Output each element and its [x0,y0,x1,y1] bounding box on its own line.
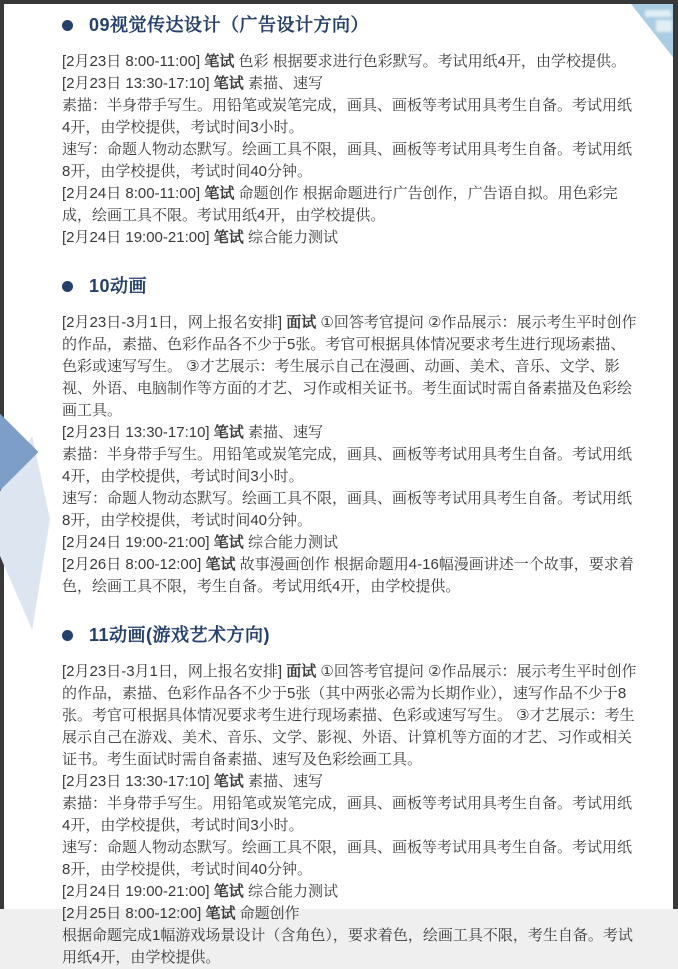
text-run: ①回答考官提问 ②作品展示：展示考生平时创作的作品，素描、色彩作品各不少于5张。考官可根据具体情况要求考生进行现场素描、色彩或速写写生。 ③才艺展示：考生展示自己在漫画、动画、美术、音乐、文学、影视、外语、电脑制作等方面的才艺、习作或相关证书。考生面试时需自备素描及色彩绘画工具。 [62,314,637,419]
exam-type-label: 笔试 [204,185,235,202]
text-run: 命题创作 [235,905,300,922]
section-title: 11动画(游戏艺术方向) [89,625,271,645]
text-run: [2月23日 13:30-17:10] [62,424,214,441]
paragraph [62,661,640,771]
text-run: 素描、速写 [243,75,323,92]
exam-type-label: 笔试 [205,556,236,573]
text-run: [2月23日-3月1日，网上报名安排] [62,663,287,680]
text-run: 综合能力测试 [243,883,338,900]
text-run: 综合能力测试 [243,534,338,551]
text-run: 故事漫画创作 根据命题用4-16幅漫画讲述一个故事，要求着色，绘画工具不限，考生自备。考试用纸4开，由学校提供。 [62,556,634,595]
text-run: [2月24日 19:00-21:00] [62,534,214,551]
bullet-icon [62,20,73,31]
text-run: [2月25日 8:00-12:00] [62,905,206,922]
text-run: 色彩 根据要求进行色彩默写。考试用纸4开，由学校提供。 [234,53,627,70]
paragraph [62,227,640,249]
exam-section-3 [62,624,640,969]
section-title: 09视觉传达设计（广告设计方向） [89,15,370,35]
paragraph [62,837,640,881]
paragraph [62,903,640,925]
exam-type-label: 笔试 [213,424,244,441]
exam-type-label: 笔试 [213,773,244,790]
text-run: 速写：命题人物动态默写。绘画工具不限，画具、画板等考试用具考生自备。考试用纸8开，由学校提供，考试时间40分钟。 [62,839,633,878]
exam-type-label: 面试 [286,663,317,680]
exam-type-label: 笔试 [213,75,244,92]
text-run: 命题创作 根据命题进行广告创作，广告语自拟。用色彩完成，绘画工具不限。考试用纸4开，由学校提供。 [62,185,618,224]
text-run: 素描、速写 [243,424,323,441]
text-run: [2月23日 13:30-17:10] [62,773,214,790]
paragraph [62,771,640,793]
text-run: 素描：半身带手写生。用铅笔或炭笔完成，画具、画板等考试用具考生自备。考试用纸4开，由学校提供，考试时间3小时。 [62,795,633,834]
exam-section-1 [62,14,640,249]
exam-type-label: 笔试 [213,883,244,900]
section-heading [62,14,640,36]
exam-type-label: 笔试 [213,534,244,551]
text-run: 综合能力测试 [243,229,338,246]
bullet-icon [62,281,73,292]
text-run: 速写：命题人物动态默写。绘画工具不限，画具、画板等考试用具考生自备。考试用纸8开，由学校提供，考试时间40分钟。 [62,490,633,529]
content [4,4,673,969]
paragraph [62,554,640,598]
text-run: [2月24日 19:00-21:00] [62,229,214,246]
exam-type-label: 笔试 [204,53,235,70]
exam-type-label: 笔试 [213,229,244,246]
paragraph [62,183,640,227]
paragraph [62,925,640,969]
exam-type-label: 面试 [286,314,317,331]
paragraph [62,532,640,554]
section-heading [62,624,640,646]
paragraph [62,95,640,139]
text-run: [2月24日 19:00-21:00] [62,883,214,900]
text-run: 素描、速写 [243,773,323,790]
text-run: [2月26日 8:00-12:00] [62,556,206,573]
bullet-icon [62,630,73,641]
section-title: 10动画 [89,276,148,296]
exam-type-label: 笔试 [205,905,236,922]
text-run: 素描：半身带手写生。用铅笔或炭笔完成，画具、画板等考试用具考生自备。考试用纸4开，由学校提供，考试时间3小时。 [62,97,633,136]
text-run: ①回答考官提问 ②作品展示：展示考生平时创作的作品，素描、色彩作品各不少于5张（其中两张必需为长期作业），速写作品不少于8张。考官可根据具体情况要求考生进行现场素描、色彩或速写写生。 ③才艺展示：考生展示自己在游戏、美术、音乐、文学、影视、外语、计算机等方面的才艺、习作或相关证书。考生面试时需自备素描、速写及色彩绘画工具。 [62,663,637,768]
paragraph [62,51,640,73]
text-run: 速写：命题人物动态默写。绘画工具不限，画具、画板等考试用具考生自备。考试用纸8开，由学校提供，考试时间40分钟。 [62,141,633,180]
text-run: [2月23日 8:00-11:00] [62,53,205,70]
paragraph [62,881,640,903]
paragraph [62,793,640,837]
text-run: [2月24日 8:00-11:00] [62,185,205,202]
text-run: [2月23日-3月1日，网上报名安排] [62,314,287,331]
paragraph [62,422,640,444]
paragraph [62,139,640,183]
paragraph [62,444,640,488]
paragraph [62,73,640,95]
text-run: [2月23日 13:30-17:10] [62,75,214,92]
paragraph [62,312,640,422]
section-heading [62,275,640,297]
exam-section-2 [62,275,640,598]
text-run: 素描：半身带手写生。用铅笔或炭笔完成，画具、画板等考试用具考生自备。考试用纸4开，由学校提供，考试时间3小时。 [62,446,633,485]
text-run: 根据命题完成1幅游戏场景设计（含角色），要求着色，绘画工具不限，考生自备。考试用纸4开，由学校提供。 [62,927,633,966]
paragraph [62,488,640,532]
